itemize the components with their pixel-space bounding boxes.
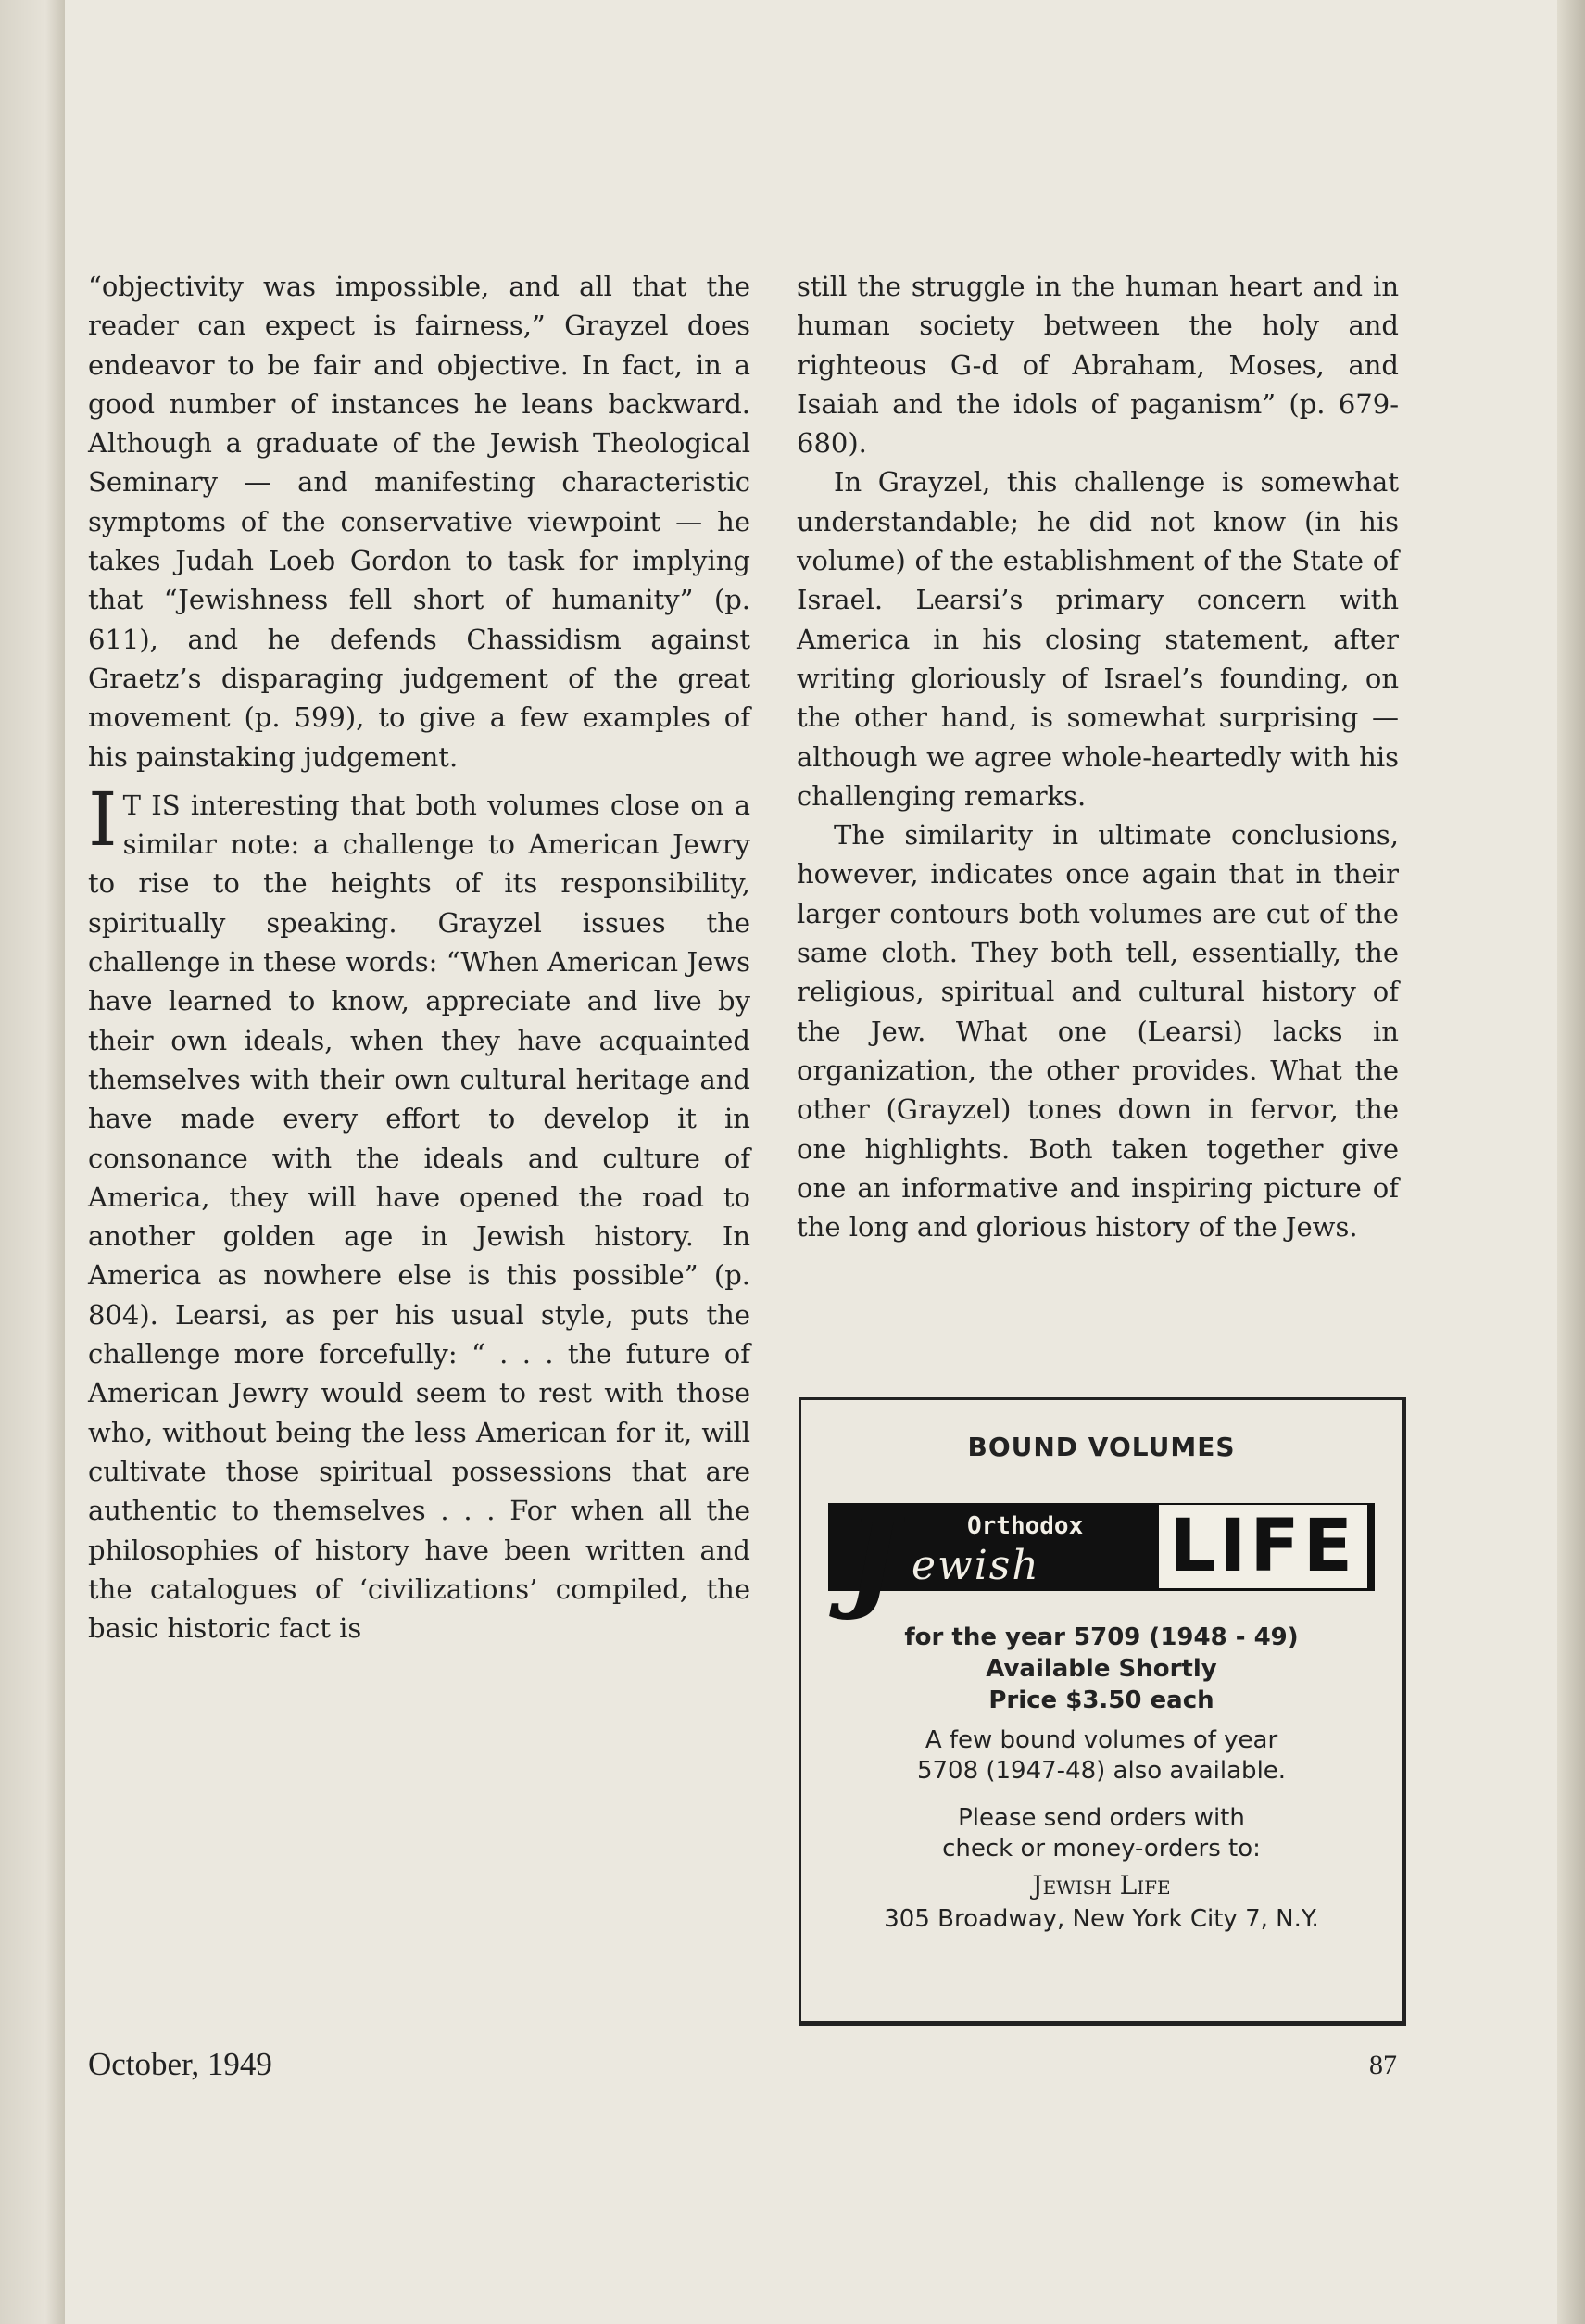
issue-date: October, 1949 [88, 2046, 272, 2082]
ad-order-info [801, 1803, 1402, 1935]
ad-address: 305 Broadway, New York City 7, N.Y. [884, 1905, 1319, 1933]
left-paragraph-1: “objectivity was impossible, and all that the reader can expect is fairness,” Grayzel does endeavor to be fair and objective. In fact, in a good number of instances he leans backward. Although a graduate of the Jewish Theological Seminary — and manifesting characteristic symptoms of the conservative viewpoint — he takes Judah Loeb Gordon to task for implying that “Jewishness fell short of humanity” (p. 611), and he defends Chassidism against Graetz’s disparaging judgement of the great movement (p. 599), to give a few examples of his painstaking judgement. [88, 271, 750, 773]
ad-details [801, 1622, 1402, 1716]
ad-order-line-1: Please send orders with [958, 1804, 1245, 1832]
ad-organization: Jewish Life [1032, 1870, 1171, 1901]
ad-order-line-2: check or money-orders to: [942, 1835, 1261, 1863]
left-column [88, 267, 750, 1648]
ad-availability: Available Shortly [986, 1655, 1217, 1683]
ad-previous-line-1: A few bound volumes of year [925, 1726, 1278, 1754]
logo-life-word: LIFE [1159, 1505, 1367, 1588]
right-paragraph-1: still the struggle in the human heart and in human society between the holy and righteous G-d of Abraham, Moses, and Isaiah and the idols of paganism” (p. 679-680). [797, 271, 1399, 460]
ad-previous-volumes [801, 1725, 1402, 1787]
orthodox-jewish-life-logo [828, 1493, 1375, 1623]
ad-heading: BOUND VOLUMES [967, 1432, 1236, 1462]
page-number: 87 [1369, 2050, 1397, 2080]
logo-orthodox-text: Orthodox [967, 1512, 1084, 1540]
page-edge [1557, 0, 1585, 2324]
bound-volumes-advertisement [799, 1397, 1406, 2026]
ad-price: Price $3.50 each [988, 1686, 1214, 1714]
drop-cap: I [88, 776, 118, 863]
ad-year-line: for the year 5709 (1948 - 49) [904, 1623, 1299, 1651]
lead-in: T IS [122, 789, 181, 821]
right-column [797, 267, 1399, 1246]
right-paragraph-2: In Grayzel, this challenge is somewhat understandable; he did not know (in his volume) of the establishment of the State of Israel. Learsi’s primary concern with America in his closing statement, after writing gloriously of Israel’s founding, on the other hand, is somewhat surprising —although we agree whole-heartedly with his challenging remarks. [797, 466, 1399, 812]
left-paragraph-2-text: interesting that both volumes close on a similar note: a challenge to American Jewry to rise to the heights of its responsibility, spiritually speaking. Grayzel issues the challenge in these words: “When American Jews have learned to know, appreciate and live by their own ideals, when they have acquainted themselves with their own cultural heritage and have made every effort to develop it in consonance with the ideals and culture of America, they will have opened the road to another golden age in Jewish history. In America as nowhere else is this possible” (p. 804). Learsi, as per his usual style, puts the challenge more forcefully: “ . . . the future of American Jewry would seem to rest with those who, without being the less American for it, will cultivate those spiritual possessions that are authentic to themselves . . . For when all the philosophies of history have been written and the catalogues of ‘civilizations’ compiled, the basic historic fact is [88, 789, 750, 1645]
logo-j-initial: J [847, 1493, 899, 1623]
left-paragraph-2 [88, 776, 750, 1648]
book-spine [0, 0, 65, 2324]
right-paragraph-3: The similarity in ultimate conclusions, however, indicates once again that in their larger contours both volumes are cut of the same cloth. They both tell, essentially, the religious, spiritual and cultural history of the Jew. What one (Learsi) lacks in organization, the other provides. What the other (Grayzel) tones down in fervor, the one highlights. Both taken together give one an informative and inspiring picture of the long and glorious history of the Jews. [797, 819, 1399, 1244]
logo-jewish-script: ewish [912, 1542, 1040, 1589]
ad-previous-line-2: 5708 (1947-48) also available. [916, 1757, 1287, 1785]
